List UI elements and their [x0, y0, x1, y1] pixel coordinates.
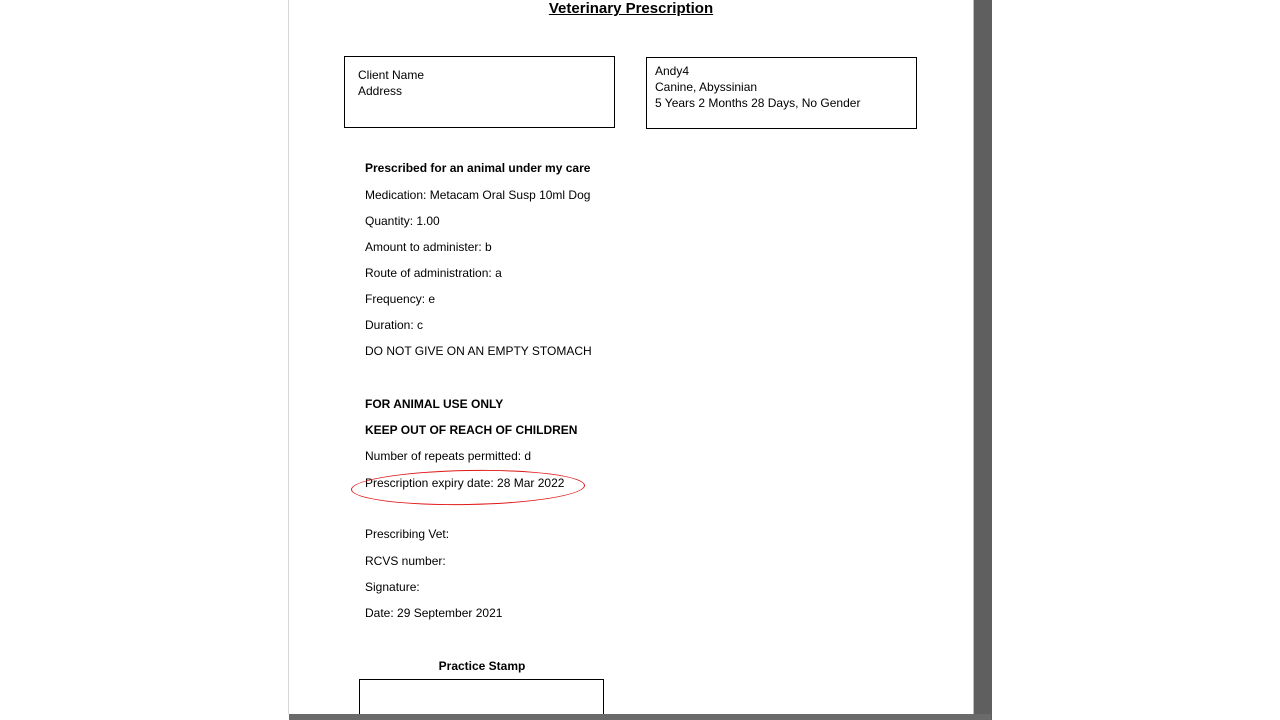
- prescription-heading: Prescribed for an animal under my care: [365, 161, 591, 175]
- patient-box: [646, 57, 917, 129]
- animal-use-notice: FOR ANIMAL USE ONLY: [365, 397, 504, 411]
- practice-stamp-label: Practice Stamp: [438, 659, 526, 673]
- expiry-highlight-annotation: [351, 468, 586, 507]
- medication-line: Medication: Metacam Oral Susp 10ml Dog: [365, 188, 591, 202]
- warning-line: DO NOT GIVE ON AN EMPTY STOMACH: [365, 344, 592, 358]
- patient-name: Andy4: [655, 64, 690, 78]
- frequency-line: Frequency: e: [365, 292, 436, 306]
- client-name-label: Client Name: [358, 68, 425, 82]
- patient-species-breed: Canine, Abyssinian: [655, 80, 758, 94]
- amount-line: Amount to administer: b: [365, 240, 492, 254]
- bottom-toolbar-strip: [289, 714, 991, 720]
- duration-line: Duration: c: [365, 318, 424, 332]
- page-title: Veterinary Prescription: [548, 0, 714, 17]
- client-address-label: Address: [358, 84, 403, 98]
- expiry-date-line: Prescription expiry date: 28 Mar 2022: [365, 476, 565, 490]
- patient-age-gender: 5 Years 2 Months 28 Days, No Gender: [655, 96, 861, 110]
- repeats-line: Number of repeats permitted: d: [365, 449, 532, 463]
- client-box: [344, 56, 615, 128]
- prescribing-vet-line: Prescribing Vet:: [365, 527, 450, 541]
- rcvs-line: RCVS number:: [365, 554, 446, 568]
- children-notice: KEEP OUT OF REACH OF CHILDREN: [365, 423, 578, 437]
- quantity-line: Quantity: 1.00: [365, 214, 440, 228]
- date-line: Date: 29 September 2021: [365, 606, 503, 620]
- signature-line: Signature:: [365, 580, 420, 594]
- route-line: Route of administration: a: [365, 266, 502, 280]
- vertical-scrollbar[interactable]: [973, 0, 992, 720]
- practice-stamp-box: [359, 679, 604, 714]
- document-page: [289, 0, 973, 714]
